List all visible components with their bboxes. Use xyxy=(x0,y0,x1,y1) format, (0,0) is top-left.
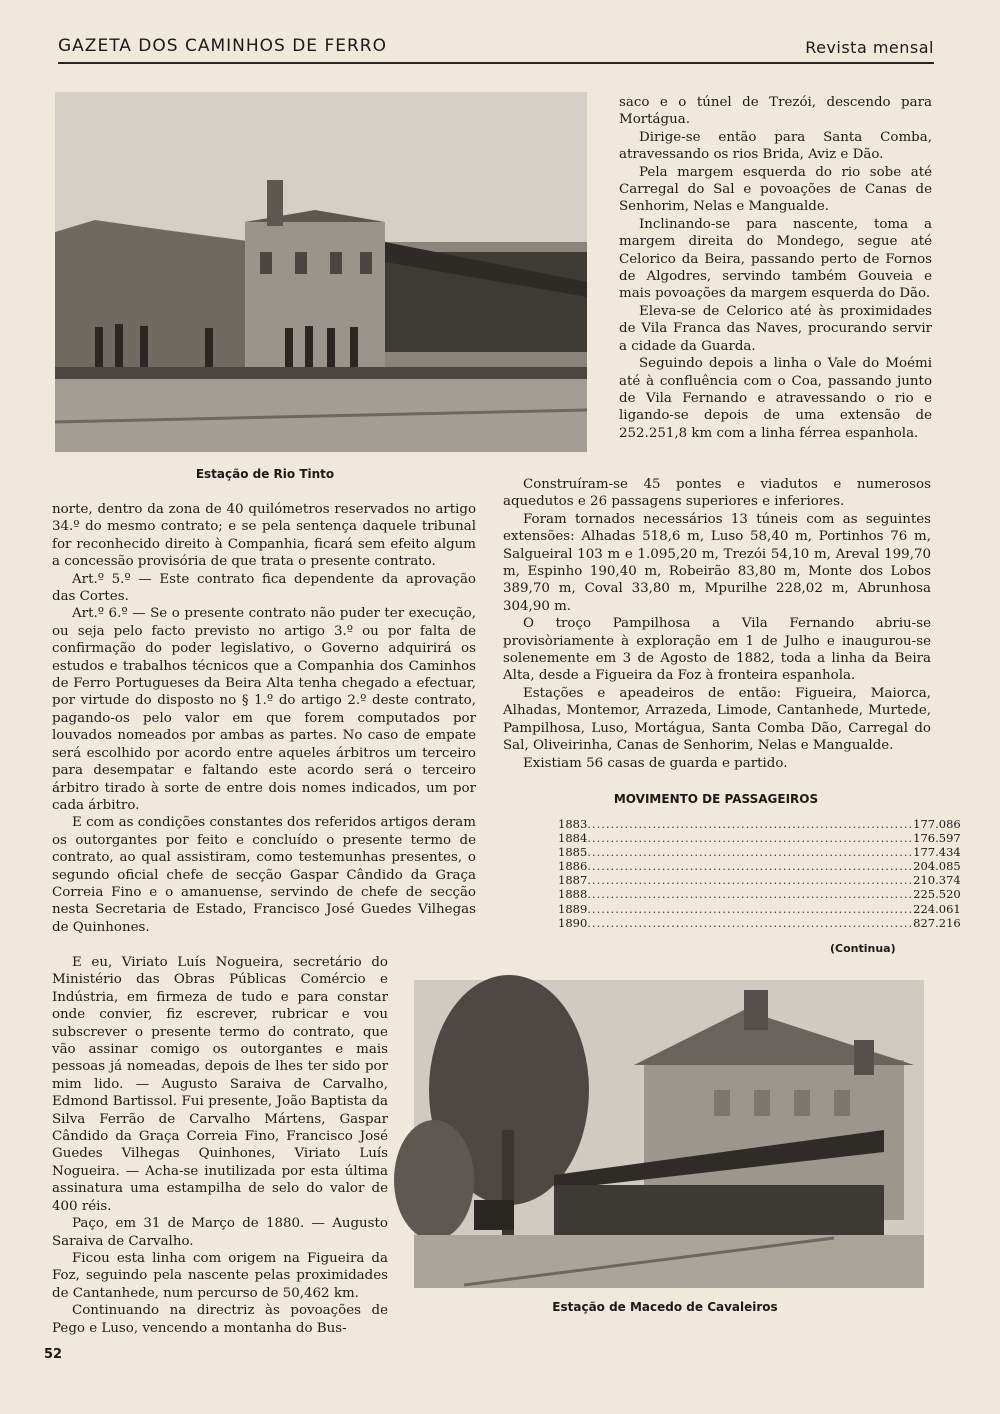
paragraph: Continuando na directriz às povoações de Pego e Luso, vencendo a montanha do Bus- xyxy=(52,1303,388,1336)
leader-dots: ...................................................................... xyxy=(587,915,914,930)
paragraph: Eleva-se de Celorico até às proximidades de Vila Franca das Naves, procurando servir a cidade da Guarda. xyxy=(619,303,932,354)
paragraph: Ficou esta linha com origem na Figueira da Foz, seguindo pela nascente pelas proximidades de Cantanhede, num percurso de 50,462 km. xyxy=(52,1250,388,1301)
page-number: 52 xyxy=(44,1347,63,1362)
value-cell: 827.216 xyxy=(913,915,961,930)
table-row xyxy=(558,859,961,874)
leader-dots: ...................................................................... xyxy=(587,859,914,874)
value-cell: 225.520 xyxy=(913,887,961,902)
table-row xyxy=(558,887,961,902)
leader-dots: ...................................................................... xyxy=(587,901,914,916)
leader-dots: ...................................................................... xyxy=(587,887,914,902)
paragraph: Paço, em 31 de Março de 1880. — Augusto Saraiva de Carvalho. xyxy=(52,1216,388,1249)
paragraph: Dirige-se então para Santa Comba, atravessando os rios Brida, Aviz e Dão. xyxy=(619,129,932,163)
photo-caption-rio-tinto: Estação de Rio Tinto xyxy=(195,467,335,481)
paragraph: Art.º 6.º — Se o presente contrato não puder ter execução, ou seja pelo facto previsto no artigo 3.º ou por falta de confirmação do poder legislativo, o Governo adquirirá os estudos e trabalhos técnicos que a Companhia dos Caminhos de Ferro Portugueses da Beira Alta tenha chegado a efectuar, por virtude do disposto no § 1.º do artigo 2.º deste contrato, pagando-os pelo valor em que forem computados por louvados nomeados por ambas as partes. No caso de empate será escolhido por acordo entre aqueles árbitros um terceiro para desempatar e faltando este acordo será o terceiro árbitro tirado à sorte de entre dois nomes indicados, um por cada árbitro. xyxy=(52,606,476,813)
station-illustration xyxy=(55,92,587,452)
year-cell: 1885 xyxy=(558,845,588,860)
value-cell: 177.434 xyxy=(913,845,961,860)
paragraph: E com as condições constantes dos referidos artigos deram os outorgantes por feito e concluído o presente termo de contrato, ao qual assistiram, como testemunhas presentes, o segundo oficial chefe de secção Gaspar Cândido da Graça Correia Fino e o amanuense, servindo de chefe de secção nesta Secretaria de Estado, Francisco José Guedes Vilhegas de Quinhones. xyxy=(52,815,476,935)
year-cell: 1886 xyxy=(558,859,588,874)
paragraph: Art.º 5.º — Este contrato fica dependente da aprovação das Cortes. xyxy=(52,571,476,605)
paragraph: Existiam 56 casas de guarda e partido. xyxy=(523,755,788,771)
photo-caption-macedo-de-cavaleiros: Estação de Macedo de Cavaleiros xyxy=(552,1300,778,1314)
paragraph: Pela margem esquerda do rio sobe até Carregal do Sal e povoações de Canas de Senhorim, Nelas e Mangualde. xyxy=(619,164,932,215)
right-column-upper xyxy=(619,94,932,442)
value-cell: 224.061 xyxy=(913,901,961,916)
station-illustration xyxy=(414,980,924,1288)
year-cell: 1887 xyxy=(558,873,588,888)
paragraph: Foram tornados necessários 13 túneis com as seguintes extensões: Alhadas 518,6 m, Luso 58,40 m, Portinhos 76 m, Salgueiral 103 m e 1.095,20 m, Trezói 54,10 m, Areval 199,70 m, Espinho 190,40 m, Robeirão 83,80 m, Monte dos Lobos 389,70 m, Coval 33,80 m, Mpurilhe 228,02 m, Abrunhosa 304,90 m. xyxy=(503,511,931,614)
paragraph: Estações e apeadeiros de então: Figueira, Maiorca, Alhadas, Montemor, Arrazeda, Limode, Cantanhede, Murtede, Pampilhosa, Luso, Mortágua, Santa Comba Dão, Carregal do Sal, Oliveirinha, Canas de Senhorim, Nelas e Mangualde. xyxy=(503,685,931,754)
table-row xyxy=(558,831,961,846)
paragraph: Seguindo depois a linha o Vale do Moémi até à confluência com o Coa, passando junto de Vila Fernando e atravessando o rio e ligando-se depois de uma extensão de 252.251,8 km com a linha férrea espanhola. xyxy=(619,356,932,441)
paragraph: Inclinando-se para nascente, toma a margem direita do Mondego, segue até Celorico da Beira, passando perto de Fornos de Algodres, servindo também Gouveia e mais povoações da margem esquerda do Dão. xyxy=(619,216,932,302)
table-row xyxy=(558,901,961,916)
paragraph: saco e o túnel de Trezói, descendo para Mortágua. xyxy=(619,95,932,128)
value-cell: 210.374 xyxy=(913,873,961,888)
table-row xyxy=(558,873,961,888)
photo-rio-tinto-station xyxy=(55,92,587,452)
table-row xyxy=(558,817,961,831)
value-cell: 177.086 xyxy=(913,817,961,831)
paragraph: norte, dentro da zona de 40 quilómetros reservados no artigo 34.º do mesmo contrato; e se pela sentença daquele tribunal for reconhecido direito à Companhia, ficará sem efeito algum a concessão provisória de que trata o presente contrato. xyxy=(52,502,476,570)
paragraph: E eu, Viriato Luís Nogueira, secretário do Ministério das Obras Públicas Comércio e Indústria, em firmeza de tudo e para constar onde convier, fiz escrever, rubricar e vou subscrever o presente termo do contrato, que vão assinar comigo os outorgantes e mais pessoas já nomeadas, depois de lhes ter sido por mim lido. — Augusto Saraiva de Carvalho, Edmond Bartissol. Fui presente, João Baptista da Silva Ferrão de Carvalho Mártens, Gaspar Cândido da Graça Correia Fino, Francisco José Guedes Vilhegas Quinhones, Viriato Luís Nogueira. — Acha-se inutilizada por esta última assinatura uma estampilha de selo do valor de 400 réis. xyxy=(52,955,388,1214)
value-cell: 176.597 xyxy=(913,831,961,846)
passengers-table xyxy=(558,817,961,930)
year-cell: 1883 xyxy=(558,817,588,831)
paragraph: Construíram-se 45 pontes e viadutos e numerosos aquedutos e 26 passagens superiores e inferiores. xyxy=(503,477,931,510)
right-column-lower xyxy=(503,476,931,772)
passengers-table-title: MOVIMENTO DE PASSAGEIROS xyxy=(613,792,819,806)
year-cell: 1890 xyxy=(558,915,588,930)
continued-note: (Continua) xyxy=(830,942,896,955)
year-cell: 1889 xyxy=(558,901,588,916)
leader-dots: ...................................................................... xyxy=(587,817,914,831)
year-cell: 1888 xyxy=(558,887,588,902)
publication-title: GAZETA DOS CAMINHOS DE FERRO xyxy=(58,36,387,56)
value-cell: 204.085 xyxy=(913,859,961,874)
leader-dots: ...................................................................... xyxy=(587,845,914,860)
paragraph: O troço Pampilhosa a Vila Fernando abriu-se provisòriamente à exploração em 1 de Julho e inaugurou-se solenemente em 3 de Agosto de 1882, toda a linha da Beira Alta, desde a Figueira da Foz à fronteira espanhola. xyxy=(503,616,931,684)
leader-dots: ...................................................................... xyxy=(587,831,914,846)
left-column-upper xyxy=(52,501,476,936)
leader-dots: ...................................................................... xyxy=(587,873,914,888)
publication-subtitle: Revista mensal xyxy=(805,38,934,57)
table-row xyxy=(558,915,961,930)
page-header xyxy=(58,36,934,64)
table-row xyxy=(558,845,961,860)
year-cell: 1884 xyxy=(558,831,588,846)
left-column-lower xyxy=(52,954,388,1337)
photo-macedo-de-cavaleiros-station xyxy=(414,980,924,1288)
